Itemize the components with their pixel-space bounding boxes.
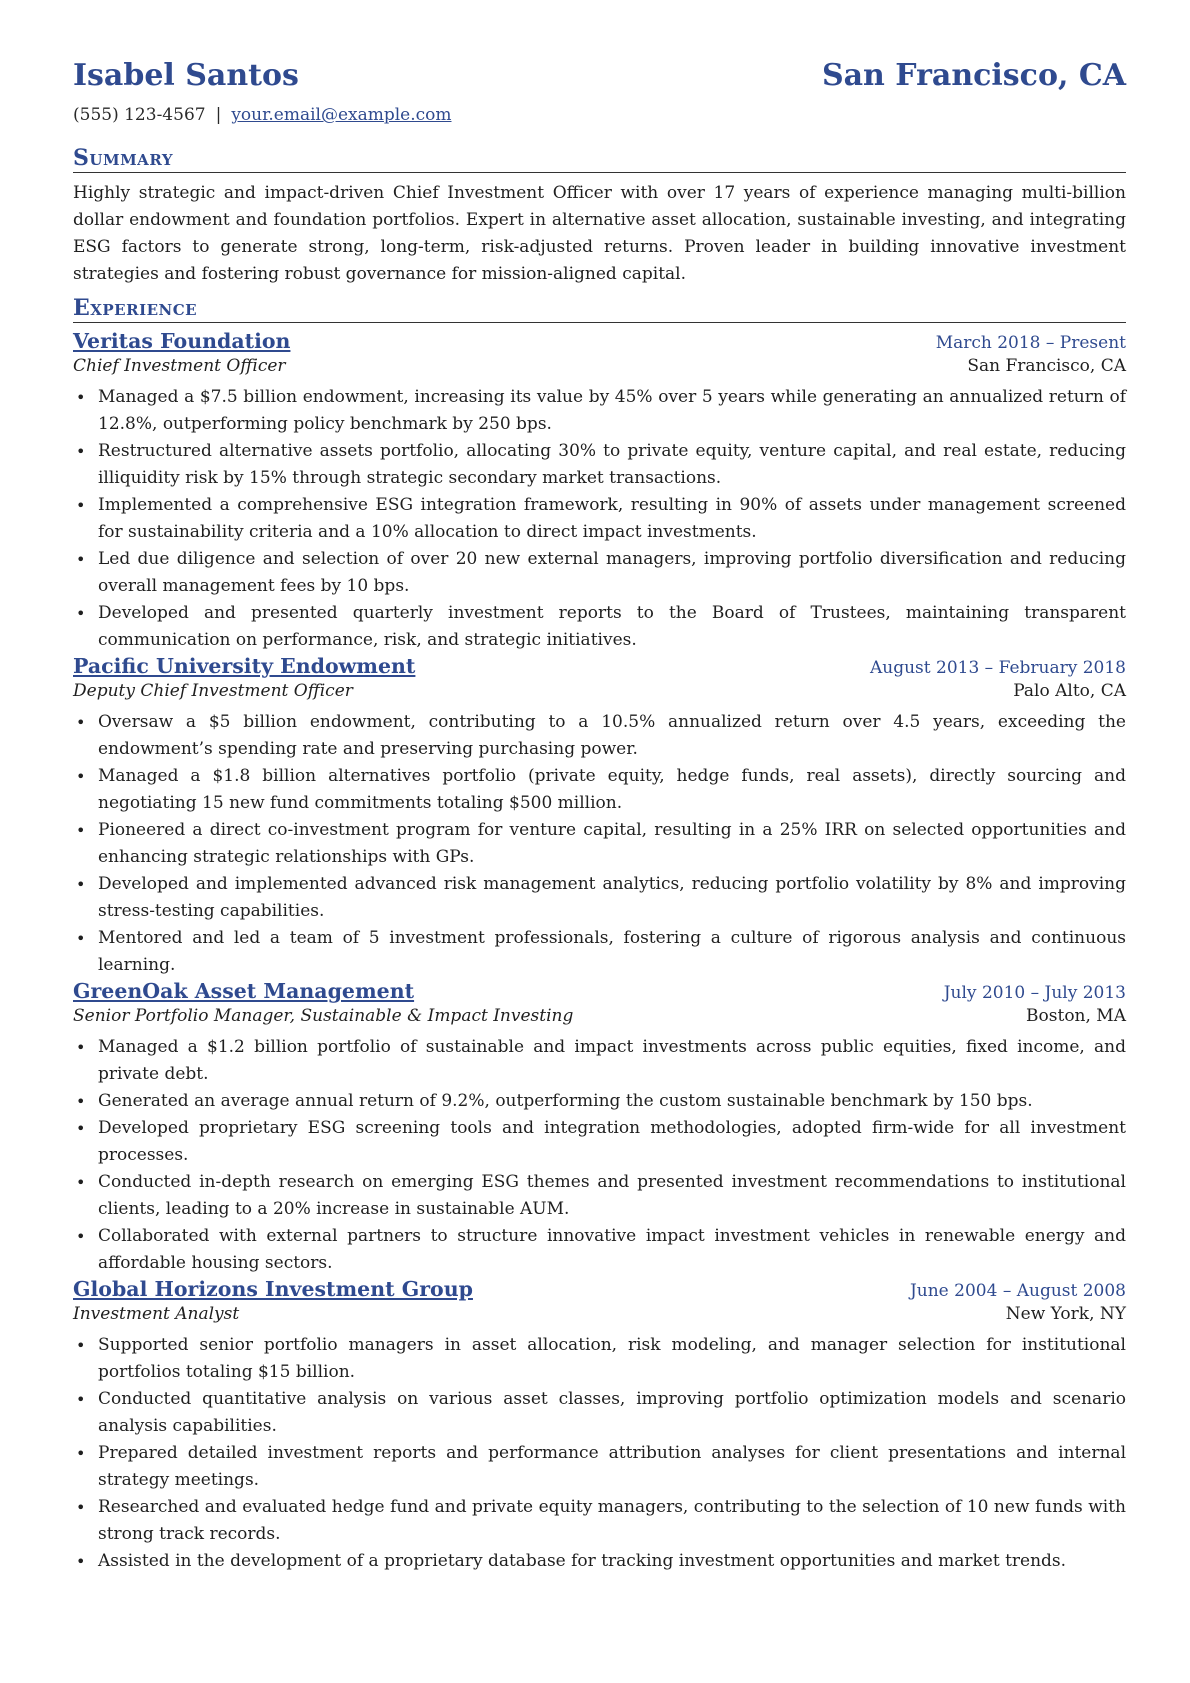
job-location: Boston, MA: [1026, 1006, 1126, 1026]
job-title: Deputy Chief Investment Officer: [73, 681, 353, 701]
bullet-item: • Prepared detailed investment reports and performance attribution analyses for client presentations and internal strategy meetings.: [98, 1440, 1126, 1494]
bullet-item: • Managed a $1.8 billion alternatives portfolio (private equity, hedge funds, real assets), directly sourcing and negotiating 15 new fund commitments totaling $500 million.: [98, 763, 1126, 817]
summary-text: Highly strategic and impact-driven Chief Investment Officer with over 17 years of experience managing multi-billion dollar endowment and foundation portfolios. Expert in alternative asset allocation, sustainable investing, and integrating ESG factors to generate strong, long-term, risk-adjusted returns. Proven leader in building innovative investment strategies and fostering robust governance for mission-aligned capital.: [73, 183, 1126, 284]
candidate-location: San Francisco, CA: [821, 58, 1126, 93]
bullet-item: • Managed a $1.2 billion portfolio of sustainable and impact investments across public equities, fixed income, and private debt.: [98, 1034, 1126, 1088]
bullet-item: • Pioneered a direct co-investment program for venture capital, resulting in a 25% IRR on selected opportunities and enhancing strategic relationships with GPs.: [98, 817, 1126, 871]
bullet-item: • Developed proprietary ESG screening tools and integration methodologies, adopted firm-wide for all investment processes.: [98, 1115, 1126, 1169]
bullet-item: • Developed and presented quarterly investment reports to the Board of Trustees, maintaining transparent communication on performance, risk, and strategic initiatives.: [98, 600, 1126, 654]
job-bullets: [73, 384, 1126, 654]
job-title: Chief Investment Officer: [73, 356, 286, 376]
resume-header: [73, 58, 1126, 93]
bullet-item: • Collaborated with external partners to structure innovative impact investment vehicles in renewable energy and affordable housing sectors.: [98, 1223, 1126, 1277]
job-dates: June 2004 – August 2008: [909, 1281, 1126, 1301]
bullet-item: • Conducted quantitative analysis on various asset classes, improving portfolio optimization models and scenario analysis capabilities.: [98, 1386, 1126, 1440]
job-location: San Francisco, CA: [967, 356, 1126, 376]
company-name[interactable]: GreenOak Asset Management: [73, 979, 415, 1003]
job-location: New York, NY: [1005, 1304, 1126, 1324]
job-entry: [73, 329, 1126, 654]
resume-page: [73, 58, 1126, 1575]
candidate-name: Isabel Santos: [73, 58, 299, 93]
bullet-item: • Conducted in-depth research on emerging ESG themes and presented investment recommendations to institutional clients, leading to a 20% increase in sustainable AUM.: [98, 1169, 1126, 1223]
job-location: Palo Alto, CA: [1013, 681, 1126, 701]
bullet-item: • Assisted in the development of a proprietary database for tracking investment opportunities and market trends.: [98, 1548, 1126, 1575]
experience-list: [73, 329, 1126, 1575]
job-entry: [73, 1277, 1126, 1575]
job-bullets: [73, 1332, 1126, 1575]
bullet-item: • Developed and implemented advanced risk management analytics, reducing portfolio volatility by 8% and improving stress-testing capabilities.: [98, 871, 1126, 925]
job-dates: August 2013 – February 2018: [869, 658, 1126, 678]
bullet-item: • Restructured alternative assets portfolio, allocating 30% to private equity, venture capital, and real estate, reducing illiquidity risk by 15% through strategic secondary market transactions.: [98, 438, 1126, 492]
bullet-item: • Generated an average annual return of 9.2%, outperforming the custom sustainable benchmark by 150 bps.: [98, 1088, 1126, 1115]
summary-heading: Summary: [73, 145, 1126, 173]
job-bullets: [73, 709, 1126, 979]
company-name[interactable]: Veritas Foundation: [73, 329, 291, 353]
bullet-item: • Supported senior portfolio managers in asset allocation, risk modeling, and manager selection for institutional portfolios totaling $15 billion.: [98, 1332, 1126, 1386]
bullet-item: • Researched and evaluated hedge fund and private equity managers, contributing to the selection of 10 new funds with strong track records.: [98, 1494, 1126, 1548]
bullet-item: • Led due diligence and selection of over 20 new external managers, improving portfolio diversification and reducing overall management fees by 10 bps.: [98, 546, 1126, 600]
company-name[interactable]: Pacific University Endowment: [73, 654, 416, 678]
job-dates: July 2010 – July 2013: [943, 983, 1126, 1003]
job-entry: [73, 654, 1126, 979]
contact-line: [73, 105, 1126, 125]
bullet-item: • Oversaw a $5 billion endowment, contributing to a 10.5% annualized return over 4.5 years, exceeding the endowment’s spending rate and preserving purchasing power.: [98, 709, 1126, 763]
job-dates: March 2018 – Present: [935, 333, 1126, 353]
job-title: Senior Portfolio Manager, Sustainable & Impact Investing: [73, 1006, 574, 1026]
phone-number: (555) 123-4567: [73, 105, 206, 125]
bullet-item: • Implemented a comprehensive ESG integration framework, resulting in 90% of assets under management screened for sustainability criteria and a 10% allocation to direct impact investments.: [98, 492, 1126, 546]
experience-heading: Experience: [73, 295, 1126, 323]
bullet-item: • Managed a $7.5 billion endowment, increasing its value by 45% over 5 years while generating an annualized return of 12.8%, outperforming policy benchmark by 250 bps.: [98, 384, 1126, 438]
job-bullets: [73, 1034, 1126, 1277]
job-title: Investment Analyst: [73, 1304, 240, 1324]
company-name[interactable]: Global Horizons Investment Group: [73, 1277, 473, 1301]
email-link[interactable]: your.email@example.com: [231, 105, 452, 125]
bullet-item: • Mentored and led a team of 5 investment professionals, fostering a culture of rigorous analysis and continuous learning.: [98, 925, 1126, 979]
job-entry: [73, 979, 1126, 1277]
contact-separator: |: [215, 105, 222, 125]
